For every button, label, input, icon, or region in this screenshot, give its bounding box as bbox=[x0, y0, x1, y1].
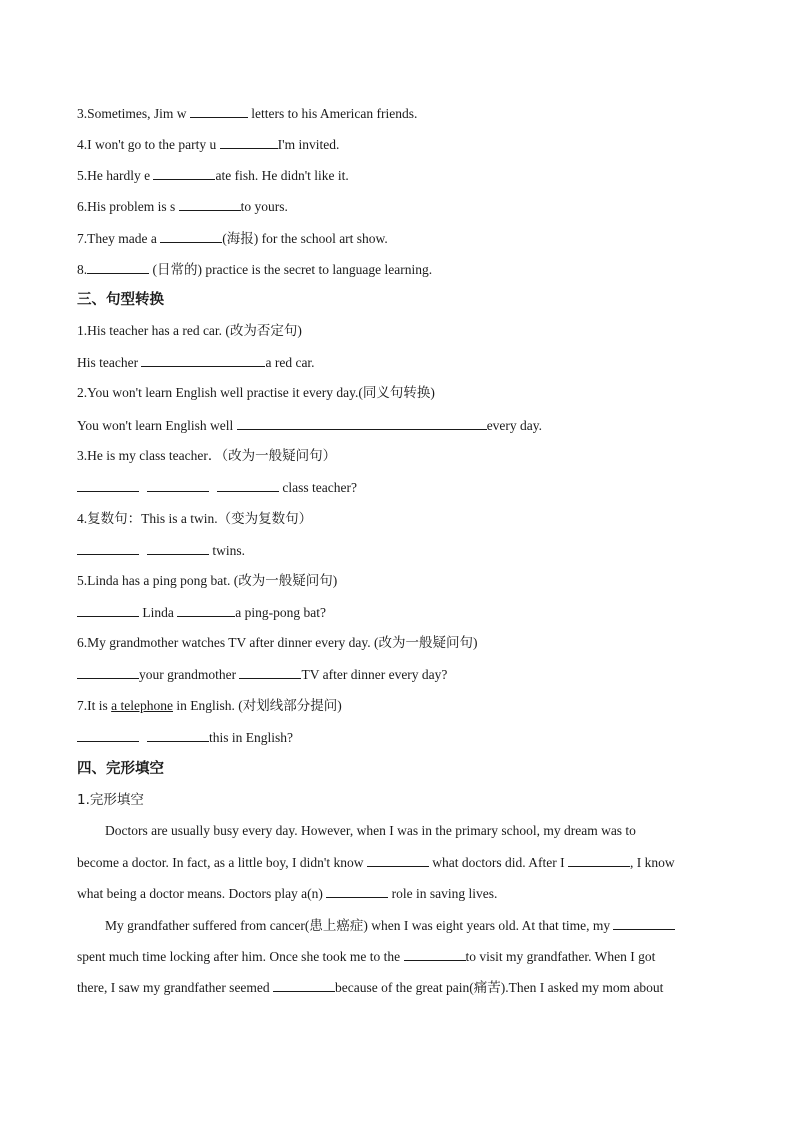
answer-blank[interactable] bbox=[77, 728, 139, 742]
question-3-1-answer: His teacher a red car. bbox=[77, 355, 315, 370]
question-2-4: 4.I won't go to the party u I'm invited. bbox=[77, 137, 340, 152]
underlined-phrase: a telephone bbox=[111, 698, 173, 713]
question-3-4-prompt: 4.复数句：This is a twin.（变为复数句） bbox=[77, 511, 313, 526]
answer-blank[interactable] bbox=[190, 104, 248, 118]
question-3-6-answer: your grandmother TV after dinner every day? bbox=[77, 665, 447, 684]
answer-blank[interactable] bbox=[179, 197, 241, 211]
section-4-heading: 四、完形填空 bbox=[77, 761, 164, 777]
question-2-8: 8. (日常的) practice is the secret to language learning. bbox=[77, 262, 433, 277]
answer-blank[interactable] bbox=[87, 260, 149, 274]
answer-blank[interactable] bbox=[77, 478, 139, 492]
question-3-7-answer: this in English? bbox=[77, 728, 293, 747]
answer-blank[interactable] bbox=[147, 541, 209, 555]
answer-blank[interactable] bbox=[147, 478, 209, 492]
question-3-7-prompt: 7.It is a telephone in English. (对划线部分提问) bbox=[77, 698, 342, 713]
cloze-paragraph-1-line-1: Doctors are usually busy every day. However, when I was in the primary school, my dream was to bbox=[105, 823, 636, 838]
answer-blank[interactable] bbox=[141, 353, 265, 367]
cloze-paragraph-2-line-3: there, I saw my grandfather seemed because of the great pain(痛苦).Then I asked my mom about bbox=[77, 980, 664, 995]
answer-blank[interactable] bbox=[147, 728, 209, 742]
question-2-5: 5.He hardly e ate fish. He didn't like it. bbox=[77, 168, 349, 183]
answer-blank[interactable] bbox=[404, 947, 466, 961]
question-3-1-prompt: 1.His teacher has a red car. (改为否定句) bbox=[77, 323, 302, 338]
question-3-6-prompt: 6.My grandmother watches TV after dinner every day. (改为一般疑问句) bbox=[77, 635, 478, 650]
question-3-3-prompt: 3.He is my class teacher．（改为一般疑问句） bbox=[77, 448, 337, 463]
answer-blank[interactable] bbox=[77, 603, 139, 617]
answer-blank[interactable] bbox=[220, 135, 278, 149]
answer-blank[interactable] bbox=[160, 229, 222, 243]
question-3-5-prompt: 5.Linda has a ping pong bat. (改为一般疑问句) bbox=[77, 573, 338, 588]
answer-blank[interactable] bbox=[367, 853, 429, 867]
answer-blank[interactable] bbox=[237, 416, 487, 430]
answer-blank[interactable] bbox=[613, 916, 675, 930]
section-4-subheading: 1.完形填空 bbox=[77, 792, 144, 808]
cloze-paragraph-1-line-3: what being a doctor means. Doctors play a(n) role in saving lives. bbox=[77, 886, 498, 901]
question-3-2-answer: You won't learn English well every day. bbox=[77, 418, 543, 433]
answer-blank[interactable] bbox=[177, 603, 235, 617]
answer-blank[interactable] bbox=[77, 665, 139, 679]
cloze-paragraph-2-line-2: spent much time locking after him. Once she took me to the to visit my grandfather. When I got bbox=[77, 949, 656, 964]
answer-blank[interactable] bbox=[326, 884, 388, 898]
question-3-4-answer: twins. bbox=[77, 541, 245, 560]
question-2-7: 7.They made a (海报) for the school art show. bbox=[77, 231, 388, 246]
question-3-3-answer: class teacher? bbox=[77, 478, 357, 497]
question-3-2-prompt: 2.You won't learn English well practise it every day.(同义句转换) bbox=[77, 385, 435, 400]
cloze-paragraph-1-line-2: become a doctor. In fact, as a little boy, I didn't know what doctors did. After I , I know bbox=[77, 855, 675, 870]
question-3-5-answer: Linda a ping-pong bat? bbox=[77, 603, 326, 622]
cloze-paragraph-2-line-1: My grandfather suffered from cancer(患上癌症) when I was eight years old. At that time, my bbox=[77, 916, 750, 935]
question-2-6: 6.His problem is s to yours. bbox=[77, 199, 288, 214]
answer-blank[interactable] bbox=[568, 853, 630, 867]
section-3-heading: 三、句型转换 bbox=[77, 292, 164, 308]
question-2-3: 3.Sometimes, Jim w letters to his American friends. bbox=[77, 106, 418, 121]
answer-blank[interactable] bbox=[153, 166, 215, 180]
answer-blank[interactable] bbox=[217, 478, 279, 492]
answer-blank[interactable] bbox=[239, 665, 301, 679]
answer-blank[interactable] bbox=[273, 978, 335, 992]
answer-blank[interactable] bbox=[77, 541, 139, 555]
